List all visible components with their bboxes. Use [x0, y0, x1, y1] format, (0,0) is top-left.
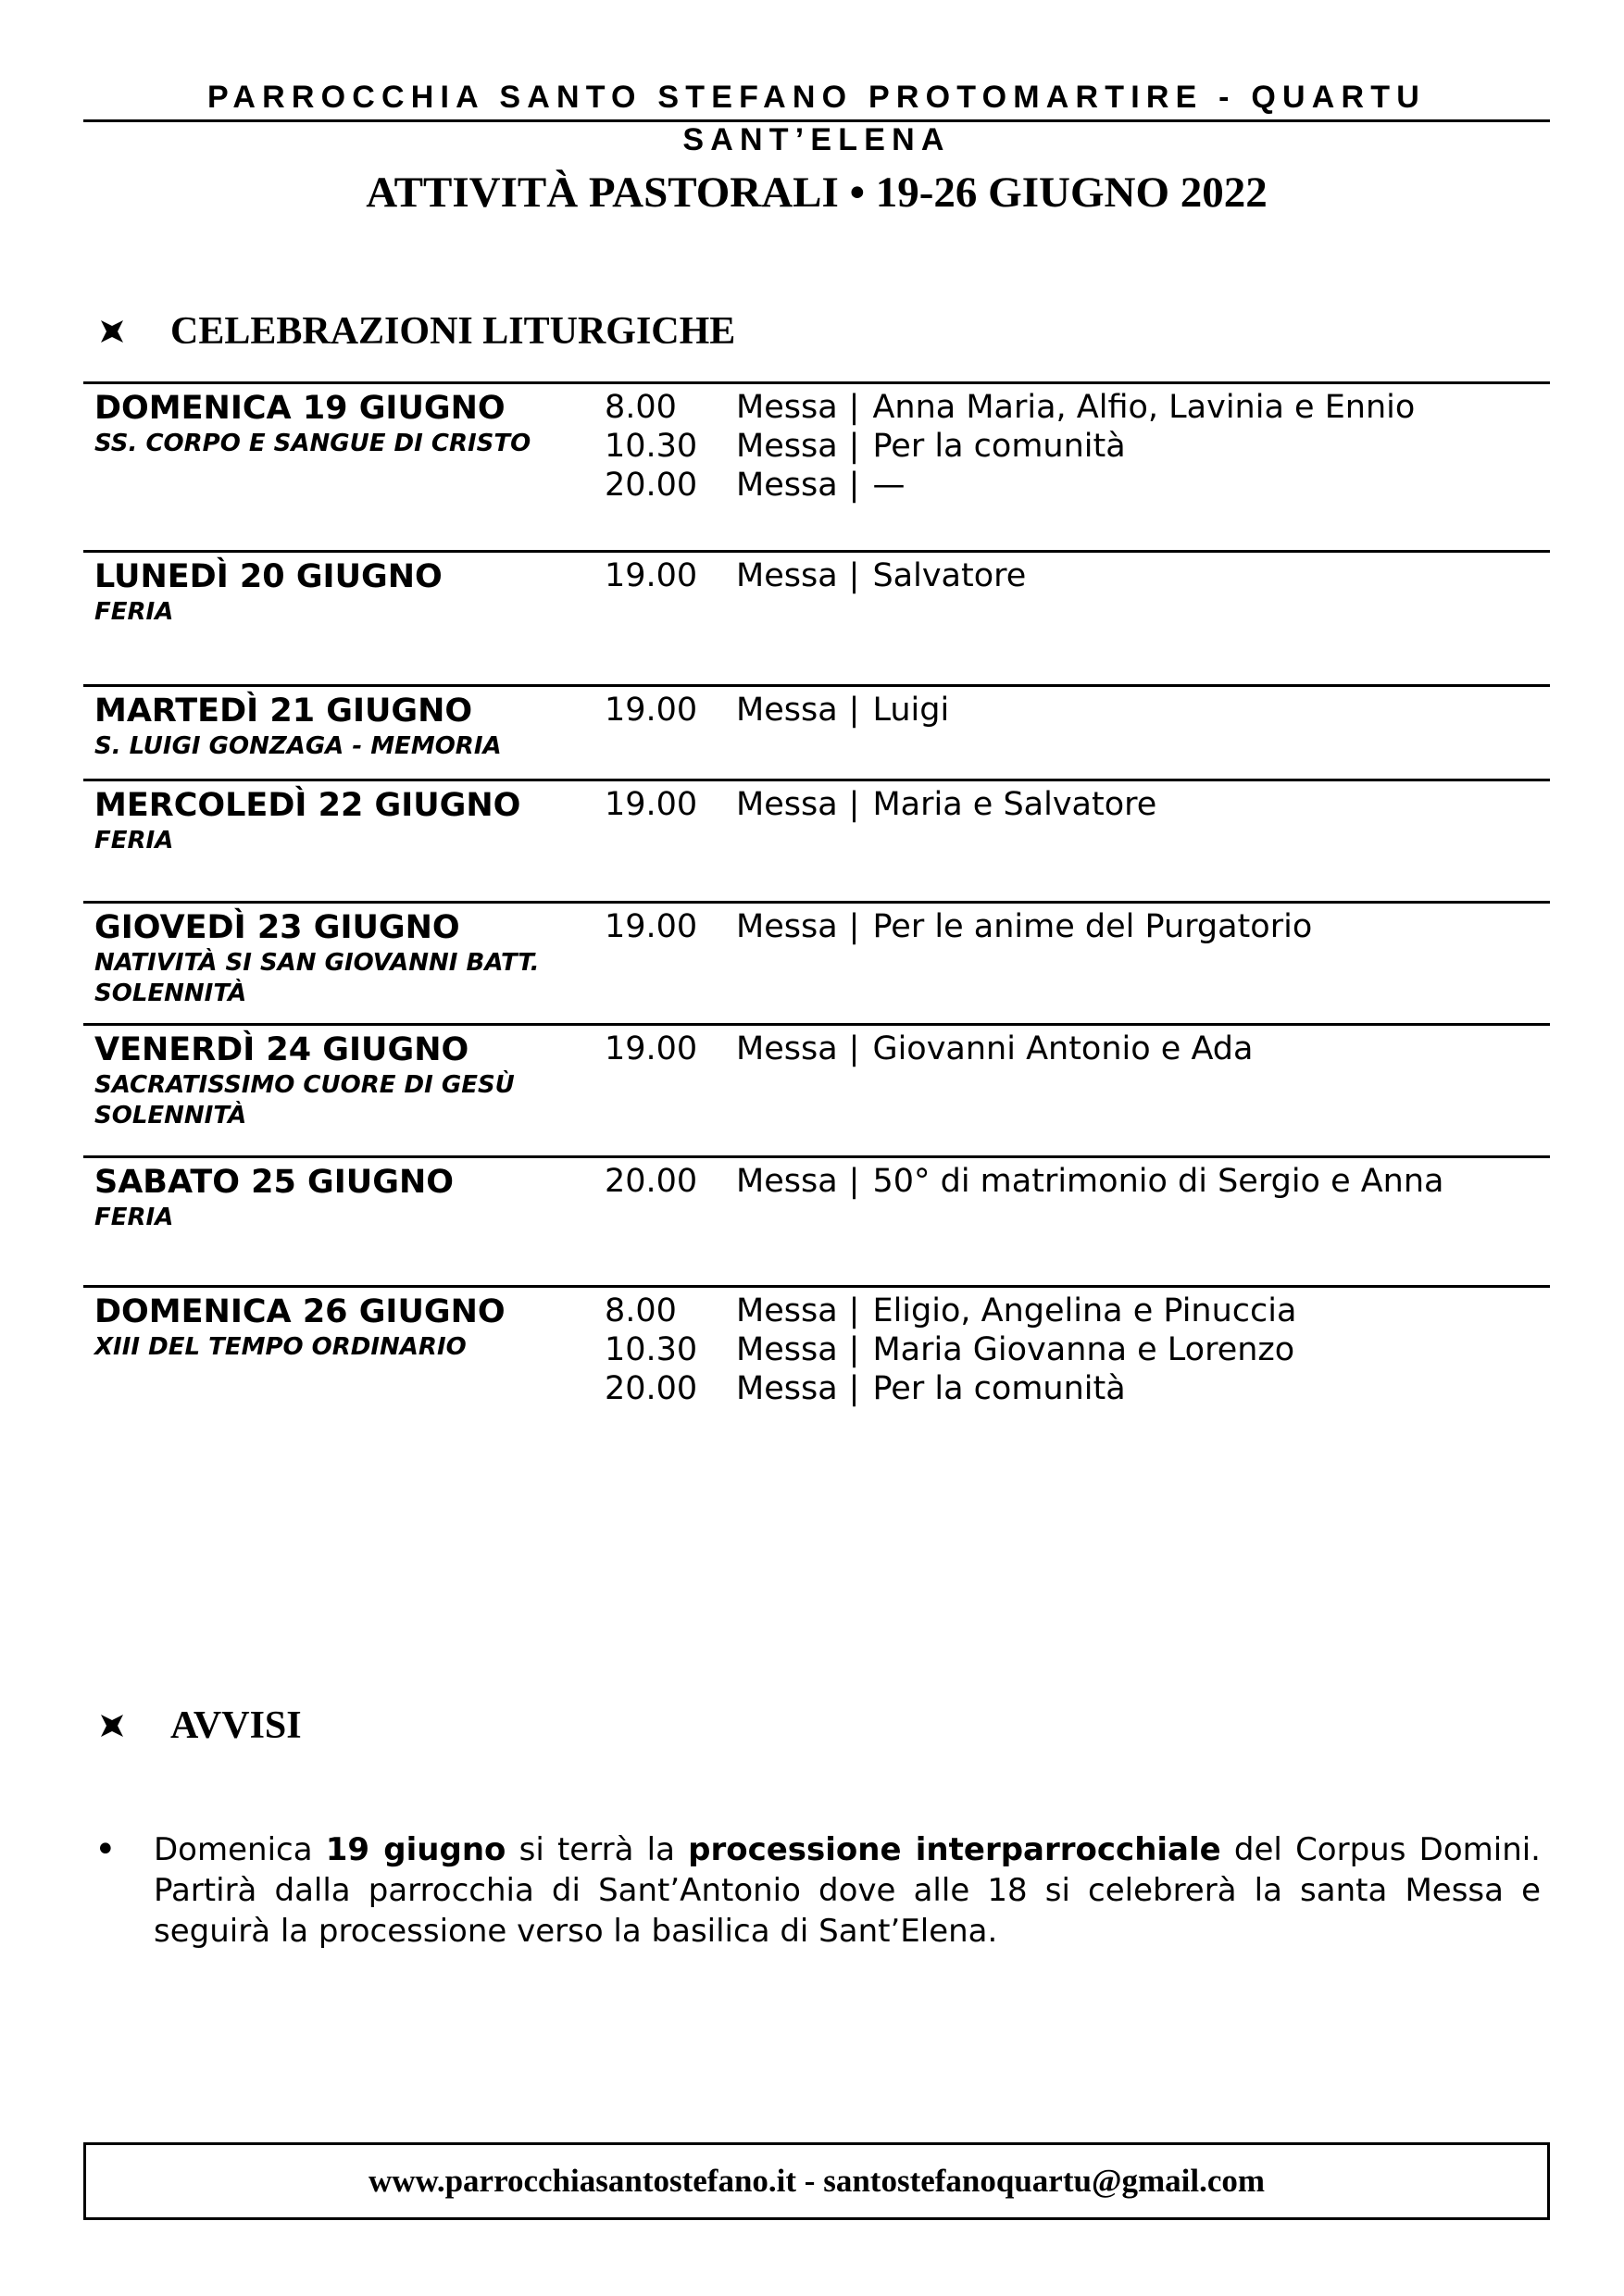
mass-entry	[605, 1162, 1444, 1201]
liturgical-note: FERIA	[94, 598, 174, 626]
bulletin-page	[83, 0, 1550, 2296]
mass-intention: Maria Giovanna e Lorenzo	[872, 1331, 1295, 1368]
mass-intention: 50° di matrimonio di Sergio e Anna	[872, 1163, 1444, 1200]
mass-kind: Messa	[736, 557, 838, 594]
mass-kind: Messa	[736, 1292, 838, 1329]
mass-separator: |	[848, 389, 860, 426]
mass-separator: |	[848, 692, 860, 729]
schedule-row	[83, 1285, 1550, 1452]
mass-intention: Luigi	[872, 692, 950, 729]
mass-intention: Salvatore	[872, 557, 1027, 594]
mass-kind: Messa	[736, 692, 838, 729]
mass-separator: |	[848, 467, 860, 504]
mass-time: 20.00	[605, 467, 698, 504]
day-column	[94, 904, 594, 1009]
mass-kind: Messa	[736, 389, 838, 426]
day-name: DOMENICA 26 GIUGNO	[94, 1293, 506, 1330]
mass-entry	[605, 427, 1415, 466]
mass-kind: Messa	[736, 1370, 838, 1407]
mass-list	[605, 785, 1156, 824]
day-name: LUNEDÌ 20 GIUGNO	[94, 558, 443, 595]
mass-time: 10.30	[605, 1331, 698, 1368]
schedule-row	[83, 901, 1550, 1023]
liturgical-note: SACRATISSIMO CUORE DI GESÙ	[94, 1071, 515, 1099]
mass-list	[605, 1292, 1296, 1408]
mass-separator: |	[848, 786, 860, 823]
mass-time: 20.00	[605, 1163, 698, 1200]
mass-intention: Maria e Salvatore	[872, 786, 1157, 823]
mass-entry	[605, 388, 1415, 427]
day-name: DOMENICA 19 GIUGNO	[94, 390, 506, 427]
notice-text	[154, 1829, 1541, 1952]
schedule-row	[83, 550, 1550, 684]
mass-kind: Messa	[736, 428, 838, 465]
mass-entry	[605, 1029, 1253, 1068]
liturgical-note: FERIA	[94, 827, 174, 855]
mass-time: 8.00	[605, 1292, 677, 1329]
mass-kind: Messa	[736, 786, 838, 823]
schedule-row	[83, 1023, 1550, 1155]
mass-time: 20.00	[605, 1370, 698, 1407]
liturgical-note: SOLENNITÀ	[94, 1102, 247, 1129]
star-marker-icon	[100, 1714, 124, 1738]
schedule-row	[83, 779, 1550, 901]
mass-time: 10.30	[605, 428, 698, 465]
mass-list	[605, 691, 949, 730]
mass-list	[605, 388, 1415, 505]
liturgical-note: XIII DEL TEMPO ORDINARIO	[94, 1333, 467, 1361]
mass-list	[605, 1162, 1444, 1201]
mass-entry	[605, 466, 1415, 505]
mass-intention: Giovanni Antonio e Ada	[872, 1030, 1254, 1067]
mass-list	[605, 907, 1312, 946]
day-name: MARTEDÌ 21 GIUGNO	[94, 693, 473, 730]
liturgical-note: NATIVITÀ SI SAN GIOVANNI BATT.	[94, 949, 540, 977]
mass-separator: |	[848, 557, 860, 594]
liturgical-note: SS. CORPO E SANGUE DI CRISTO	[94, 430, 531, 457]
notice-item	[94, 1829, 1541, 1952]
mass-time: 19.00	[605, 908, 698, 945]
day-name: MERCOLEDÌ 22 GIUGNO	[94, 787, 521, 824]
mass-entry	[605, 785, 1156, 824]
mass-intention: Eligio, Angelina e Pinuccia	[872, 1292, 1297, 1329]
mass-kind: Messa	[736, 1030, 838, 1067]
star-marker-icon	[100, 319, 124, 343]
liturgical-note: FERIA	[94, 1204, 174, 1231]
mass-entry	[605, 691, 949, 730]
mass-kind: Messa	[736, 1163, 838, 1200]
mass-separator: |	[848, 908, 860, 945]
liturgy-schedule	[83, 381, 1550, 1452]
mass-separator: |	[848, 1292, 860, 1329]
mass-intention: Per le anime del Purgatorio	[872, 908, 1313, 945]
footer-contact: www.parrocchiasantostefano.it - santostefanoquartu@gmail.com	[368, 2163, 1266, 2199]
mass-time: 19.00	[605, 786, 698, 823]
mass-separator: |	[848, 1030, 860, 1067]
mass-entry	[605, 556, 1026, 595]
mass-intention: Anna Maria, Alfio, Lavinia e Ennio	[872, 389, 1416, 426]
mass-list	[605, 1029, 1253, 1068]
mass-entry	[605, 1292, 1296, 1330]
mass-separator: |	[848, 1163, 860, 1200]
parish-header: PARROCCHIA SANTO STEFANO PROTOMARTIRE - QUARTU SANT’ELENA	[207, 80, 1426, 157]
mass-separator: |	[848, 1370, 860, 1407]
section-liturgy-heading	[100, 304, 735, 359]
day-column	[94, 687, 594, 762]
section-notices-label: AVVISI	[170, 1704, 302, 1747]
mass-time: 19.00	[605, 692, 698, 729]
day-column	[94, 1288, 594, 1363]
day-name: GIOVEDÌ 23 GIUGNO	[94, 909, 460, 946]
section-notices-heading	[100, 1698, 302, 1753]
mass-entry	[605, 1330, 1296, 1369]
mass-intention: Per la comunità	[872, 1370, 1126, 1407]
mass-intention: Per la comunità	[872, 428, 1126, 465]
day-column	[94, 1026, 594, 1131]
mass-list	[605, 556, 1026, 595]
mass-separator: |	[848, 1331, 860, 1368]
liturgical-note: S. LUIGI GONZAGA - MEMORIA	[94, 732, 502, 760]
page-title: ATTIVITÀ PASTORALI • 19-26 GIUGNO 2022	[366, 168, 1268, 217]
notice-emphasis: 19 giugno	[325, 1831, 506, 1868]
day-name: VENERDÌ 24 GIUGNO	[94, 1031, 469, 1068]
day-name: SABATO 25 GIUGNO	[94, 1164, 454, 1201]
day-column	[94, 1158, 594, 1233]
bullet-icon: •	[94, 1828, 117, 1871]
day-column	[94, 553, 594, 628]
mass-kind: Messa	[736, 908, 838, 945]
mass-entry	[605, 1369, 1296, 1408]
schedule-row	[83, 381, 1550, 550]
mass-intention: —	[872, 467, 906, 504]
mass-separator: |	[848, 428, 860, 465]
schedule-row	[83, 684, 1550, 779]
schedule-row	[83, 1155, 1550, 1285]
day-column	[94, 781, 594, 856]
notice-run: Domenica	[154, 1831, 326, 1868]
mass-time: 19.00	[605, 1030, 698, 1067]
mass-time: 8.00	[605, 389, 677, 426]
header-rule	[83, 119, 1550, 122]
mass-kind: Messa	[736, 467, 838, 504]
day-column	[94, 384, 594, 459]
notice-run: del Corpus Domini. Partirà dalla parrocchia di Sant’Antonio dove alle 18 si celebrerà la santa Messa e seguirà la processione verso la basilica di Sant’Elena.	[154, 1831, 1541, 1950]
notice-run: si terrà la	[506, 1831, 689, 1868]
mass-kind: Messa	[736, 1331, 838, 1368]
mass-time: 19.00	[605, 557, 698, 594]
section-liturgy-label: CELEBRAZIONI LITURGICHE	[170, 310, 736, 353]
notice-emphasis: processione interparrocchiale	[688, 1831, 1221, 1868]
mass-entry	[605, 907, 1312, 946]
liturgical-note: SOLENNITÀ	[94, 980, 247, 1007]
footer-box	[83, 2142, 1550, 2220]
